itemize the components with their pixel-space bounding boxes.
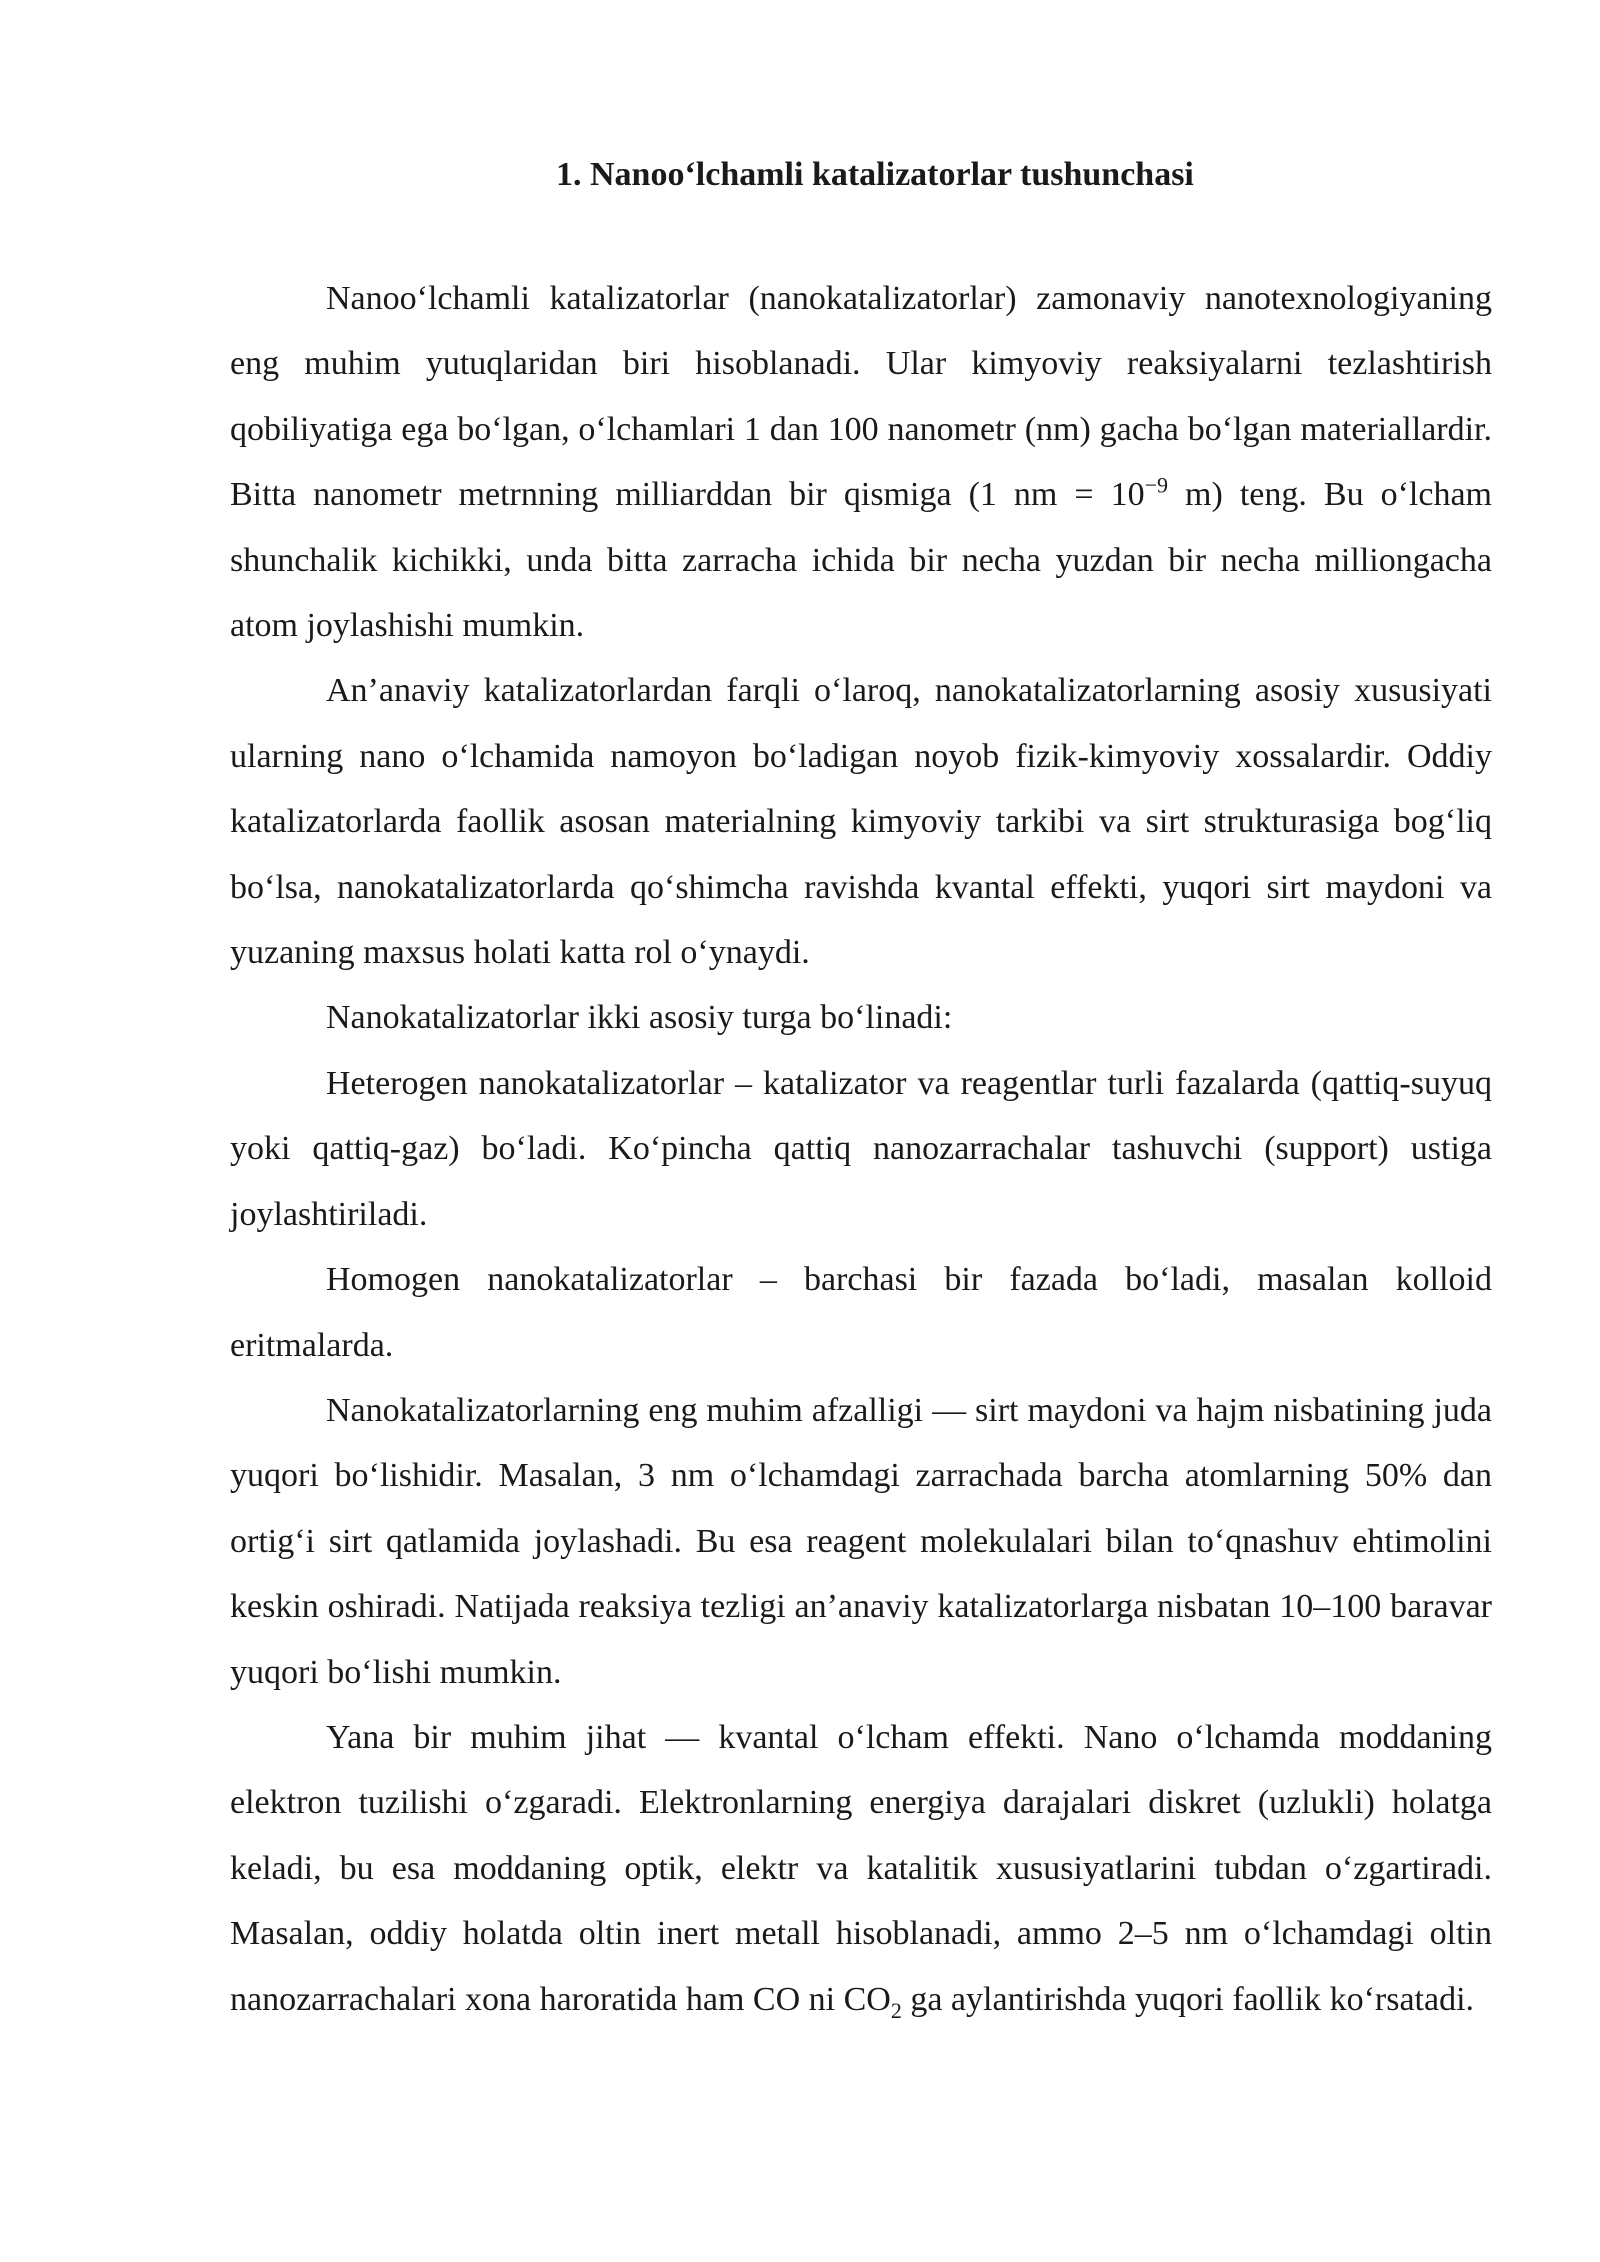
paragraph-text: ga aylantirishda yuqori faollik ko‘rsatadi. (901, 1980, 1475, 2018)
paragraph-homogeneous: Homogen nanokatalizatorlar – barchasi bir fazada bo‘ladi, masalan kolloid eritmalarda. (230, 1261, 1492, 1364)
subscript: 2 (890, 1997, 902, 2023)
section-title: 1. Nanoo‘lchamli katalizatorlar tushunchasi (556, 156, 1194, 193)
paragraph-quantum-effect (230, 1705, 1492, 2032)
document-page (230, 150, 1492, 2032)
paragraph-text: Yana bir muhim jihat — kvantal o‘lcham effekti. Nano o‘lchamda moddaning elektron tuzilishi o‘zgaradi. Elektronlarning energiya darajalari diskret (uzlukli) holatga keladi, bu esa moddaning optik, elektr va katalitik xususiyatlarini tubdan o‘zgartiradi. Masalan, oddiy holatda oltin inert metall hisoblanadi, ammo 2–5 nm o‘lchamdagi oltin nanozarrachalari xona haroratida ham CO ni CO (230, 1718, 1492, 2018)
exponent: −9 (1144, 472, 1169, 498)
paragraph-heterogeneous: Heterogen nanokatalizatorlar – katalizator va reagentlar turli fazalarda (qattiq-suyuq yoki qattiq-gaz) bo‘ladi. Ko‘pincha qattiq nanozarrachalar tashuvchi (support) ustiga joylashtiriladi. (230, 1064, 1492, 1233)
paragraph-properties: An’anaviy katalizatorlardan farqli o‘laroq, nanokatalizatorlarning asosiy xususiyati ularning nano o‘lchamida namoyon bo‘ladigan noyob fizik-kimyoviy xossalardir. Oddiy katalizatorlarda faollik asosan materialning kimyoviy tarkibi va sirt strukturasiga bog‘liq bo‘lsa, nanokatalizatorlarda qo‘shimcha ravishda kvantal effekti, yuqori sirt maydoni va yuzaning maxsus holati katta rol o‘ynaydi. (230, 672, 1492, 972)
paragraph-definition (230, 266, 1492, 658)
paragraph-text: Nanoo‘lchamli katalizatorlar (nanokatalizatorlar) zamonaviy nanotexnologiyaning eng muhim yutuqlaridan biri hisoblanadi. Ular kimyoviy reaksiyalarni tezlashtirish qobiliyatiga ega bo‘lgan, o‘lchamlari 1 dan 100 nanometr (nm) gacha bo‘lgan materiallardir. Bitta nanometr metrnning milliarddan bir qismiga (1 nm = 10 (230, 280, 1492, 514)
paragraph-surface-area: Nanokatalizatorlarning eng muhim afzalligi — sirt maydoni va hajm nisbatining juda yuqori bo‘lishidir. Masalan, 3 nm o‘lchamdagi zarrachada barcha atomlarning 50% dan ortig‘i sirt qatlamida joylashadi. Bu esa reagent molekulalari bilan to‘qnashuv ehtimolini keskin oshiradi. Natijada reaksiya tezligi an’anaviy katalizatorlarga nisbatan 10–100 baravar yuqori bo‘lishi mumkin. (230, 1391, 1492, 1691)
paragraph-types-intro: Nanokatalizatorlar ikki asosiy turga bo‘linadi: (326, 999, 953, 1037)
paragraph-text: m) teng. Bu o‘lcham shunchalik kichikki, unda bitta zarracha ichida bir necha yuzdan bir necha milliongacha atom joylashishi mumkin. (230, 476, 1492, 645)
